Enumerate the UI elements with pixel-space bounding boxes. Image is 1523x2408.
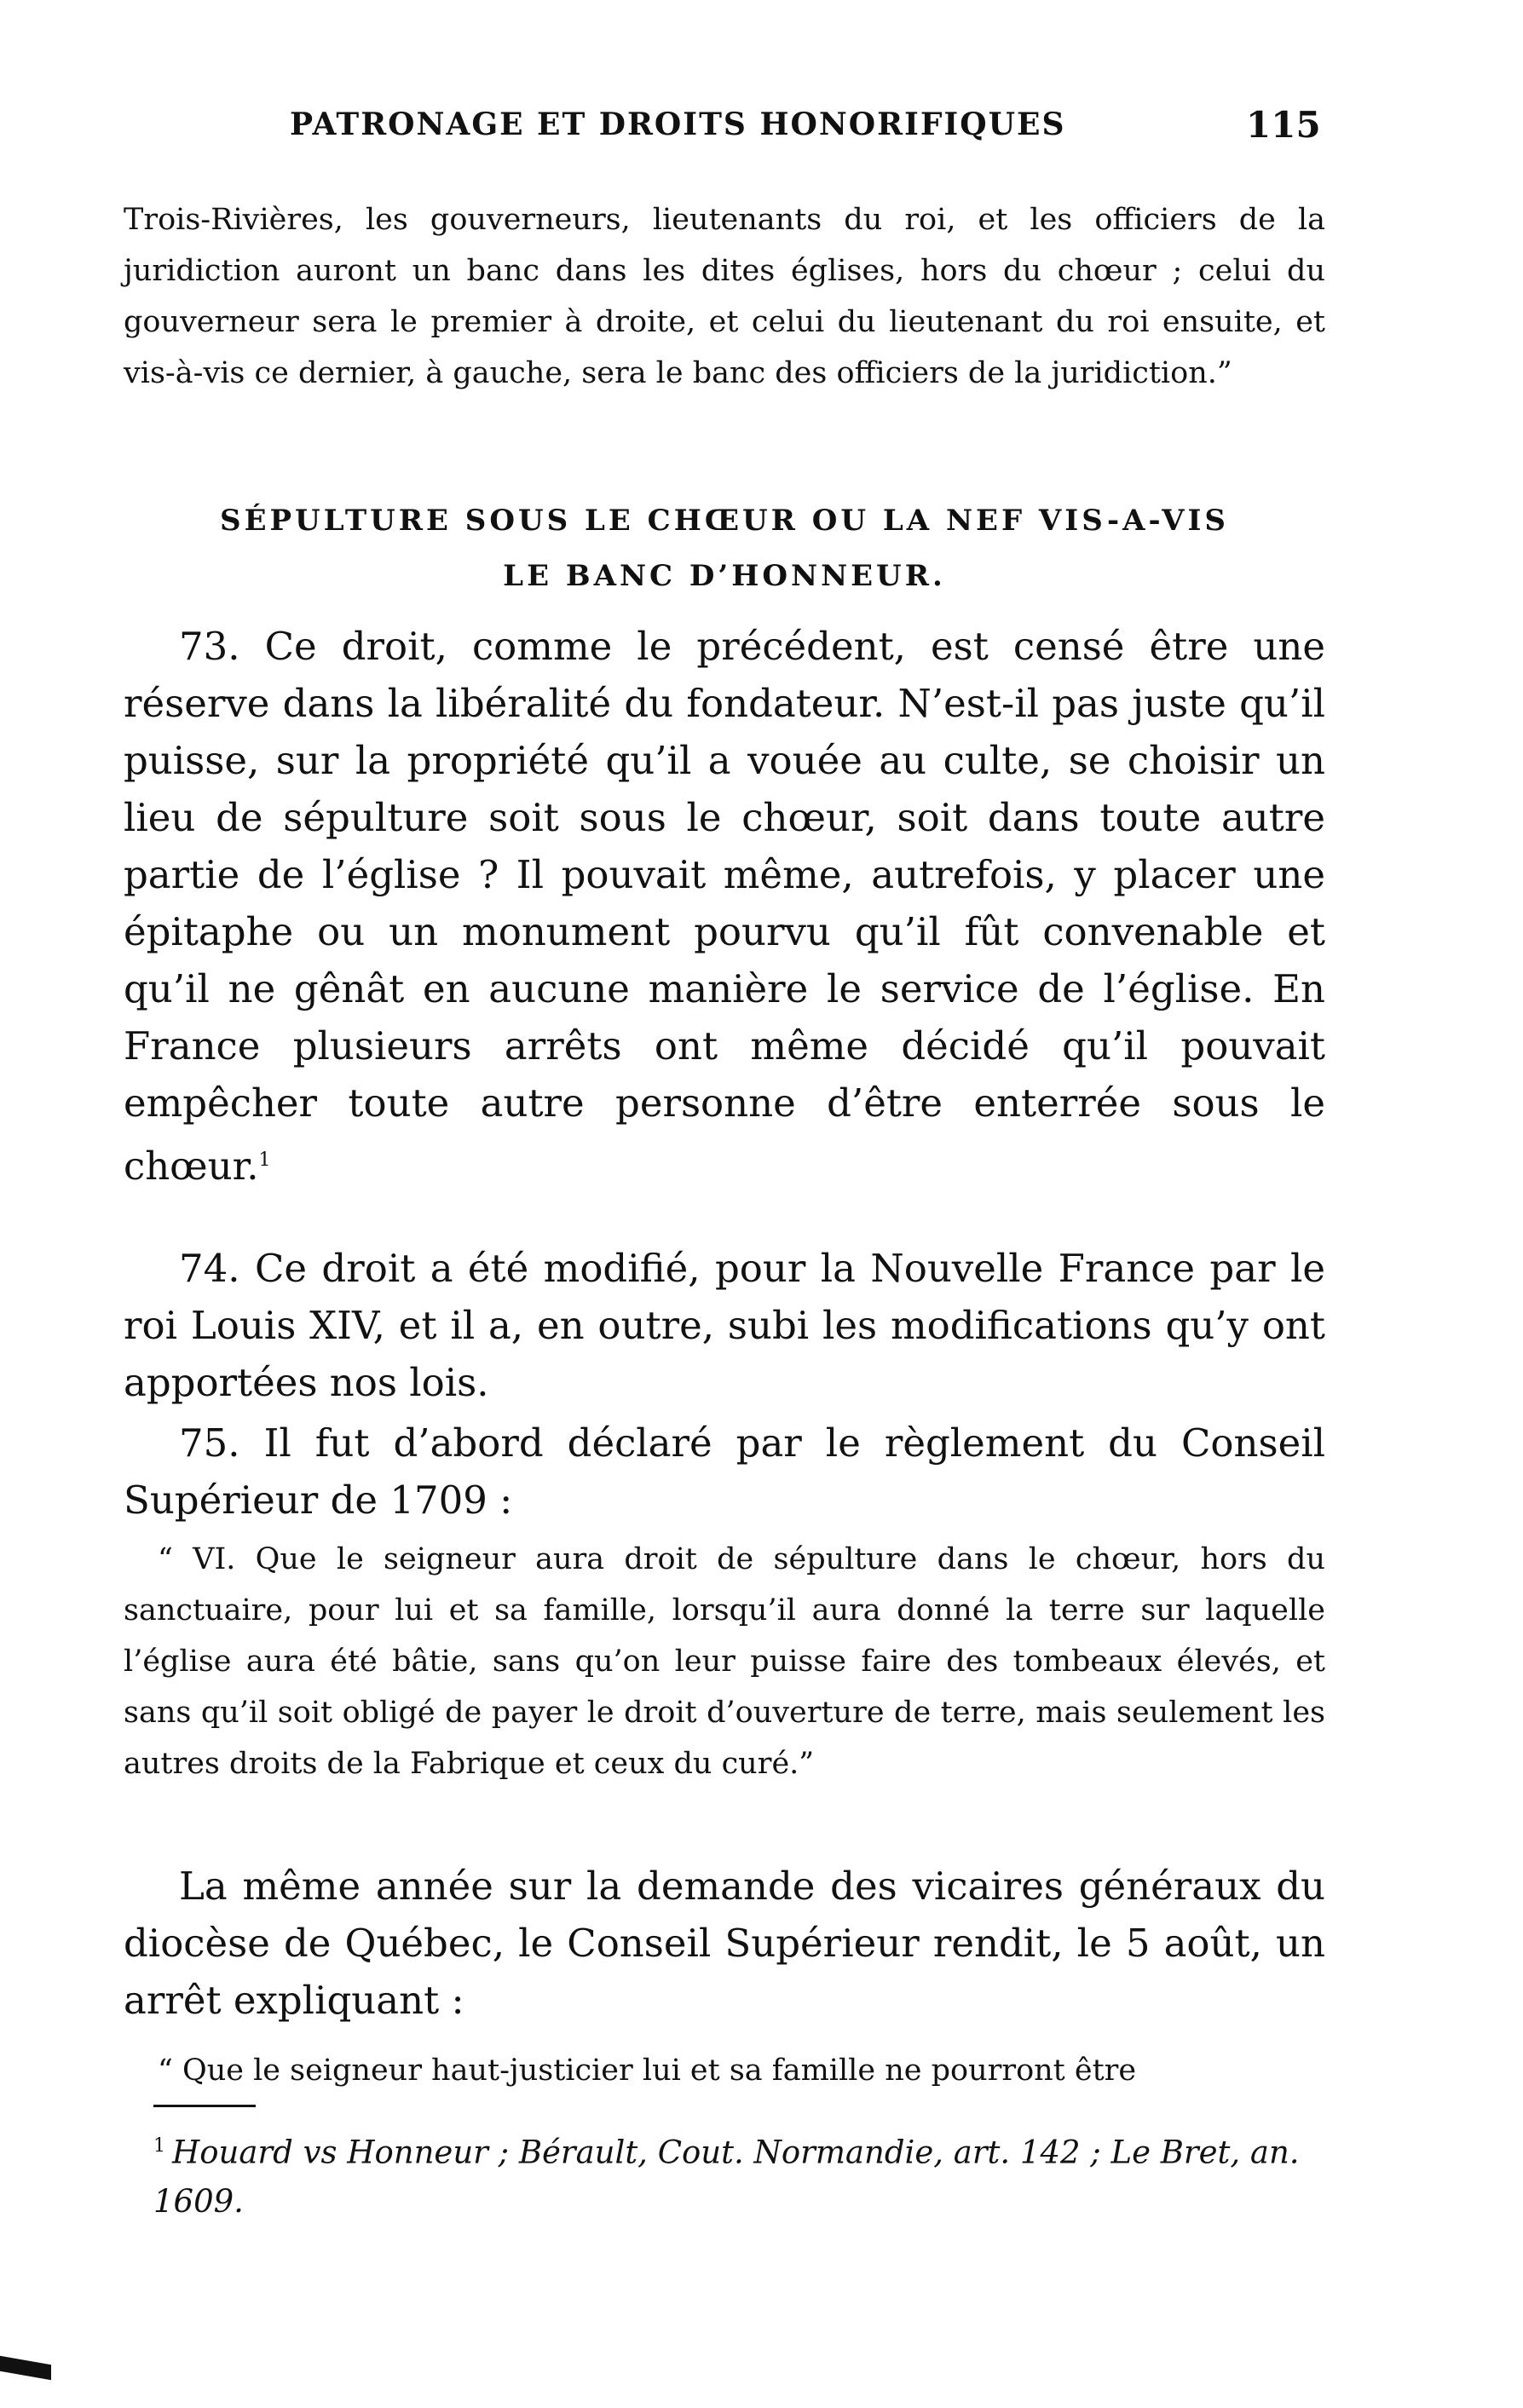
- paragraph-75: 75. Il fut d’abord déclaré par le règlement du Conseil Supérieur de 1709 :: [124, 1420, 1325, 1523]
- section-heading-line-2: LE BANC D’HONNEUR.: [503, 559, 946, 593]
- paragraph-73-text: 73. Ce droit, comme le précédent, est censé être une réserve dans la libéralité du fondateur. N’est-il pas juste qu’il puisse, sur la propriété qu’il a vouée au culte, se choisir un lieu de sépulture soit sous le chœur, soit dans toute autre partie de l’église ? Il pouvait même, autrefois, y placer une épitaphe ou un monument pourvu qu’il fût convenable et qu’il ne gênât en aucune manière le service de l’église. En France plusieurs arrêts ont même décidé qu’il pouvait empêcher toute autre personne d’être enterrée sous le chœur.: [124, 624, 1325, 1189]
- paragraph-74: 74. Ce droit a été modifié, pour la Nouvelle France par le roi Louis XIV, et il a, en outre, subi les modifications qu’y ont apportées nos lois.: [124, 1246, 1325, 1405]
- footnote-rule: [153, 2105, 256, 2107]
- quotation-1: “ VI. Que le seigneur aura droit de sépulture dans le chœur, hors du sanctuaire, pour lui et sa famille, lorsqu’il aura donné la terre sur laquelle l’église aura été bâtie, sans qu’on leur puisse faire des tombeaux élevés, et sans qu’il soit obligé de payer le droit d’ouverture de terre, mais seulement les autres droits de la Fabrique et ceux du curé.”: [124, 1542, 1325, 1781]
- footnote: [153, 2122, 1330, 2227]
- section-heading-line-1: SÉPULTURE SOUS LE CHŒUR OU LA NEF VIS-A-VIS: [220, 504, 1229, 538]
- paragraph-73: [124, 618, 1325, 1195]
- scan-edge-mark: [0, 2356, 51, 2381]
- footnote-mark: 1: [153, 2135, 165, 2157]
- quotation-2: “ Que le seigneur haut-justicier lui et sa famille ne pourront être: [158, 2054, 1137, 2088]
- running-title: PATRONAGE ET DROITS HONORIFIQUES: [290, 107, 1066, 142]
- page-number: 115: [1246, 104, 1321, 146]
- footnote-text: Houard vs Honneur ; Bérault, Cout. Normandie, art. 142 ; Le Bret, an. 1609.: [153, 2134, 1300, 2221]
- footnote-reference: 1: [258, 1149, 271, 1171]
- intro-paragraph: Trois-Rivières, les gouverneurs, lieutenants du roi, et les officiers de la juridiction auront un banc dans les dites églises, hors du chœur ; celui du gouverneur sera le premier à droite, et celui du lieutenant du roi ensuite, et vis-à-vis ce dernier, à gauche, sera le banc des officiers de la juridiction.”: [124, 203, 1325, 390]
- paragraph-next: La même année sur la demande des vicaires généraux du diocèse de Québec, le Conseil Supérieur rendit, le 5 août, un arrêt expliquant :: [124, 1864, 1325, 2023]
